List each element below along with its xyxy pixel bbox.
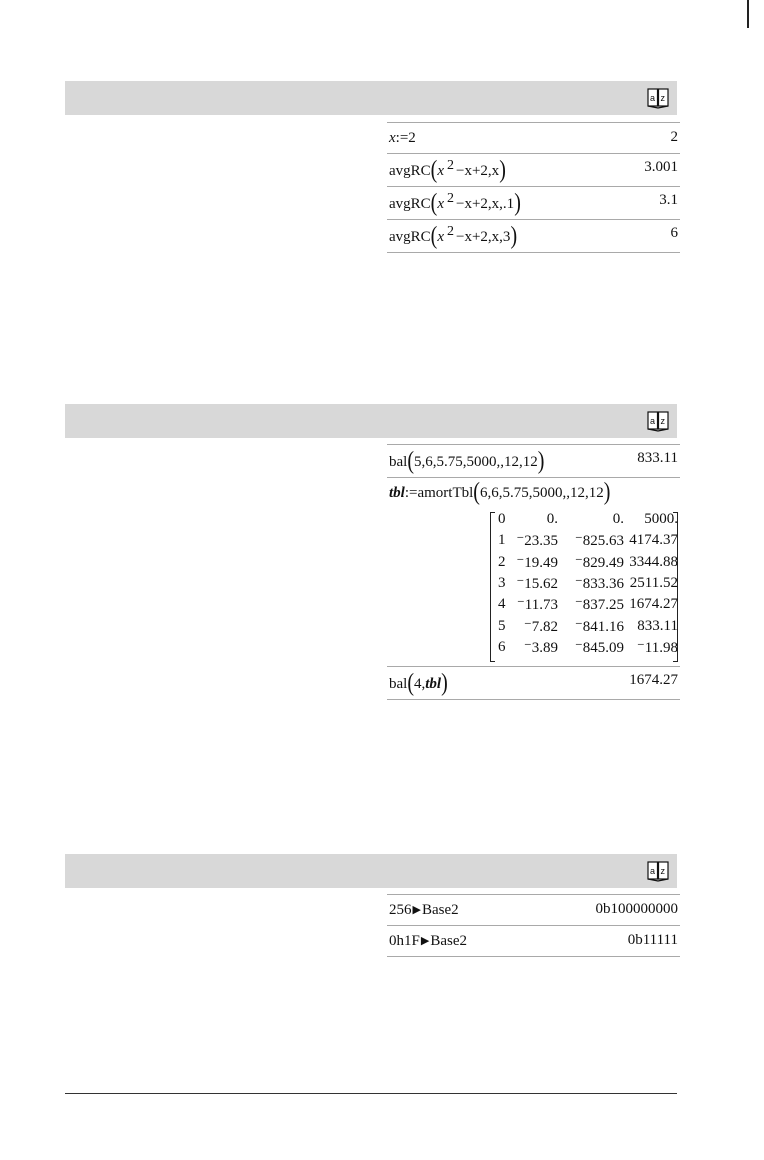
matrix-cell: 1674.27 (629, 596, 678, 613)
result-value: 6 (670, 225, 678, 241)
expr-variable: tbl (425, 676, 442, 692)
matrix-cell: ⁻837.25 (574, 597, 624, 614)
matrix-row (496, 509, 678, 530)
history-row: bal(4,tbl) 1674.27 (387, 666, 680, 700)
section-header-band (65, 81, 677, 115)
history-row: bal(5,6,5.75,5000,,12,12) 833.11 (387, 444, 680, 477)
history-row: avgRC(x 2 −x+2,x,3) 6 (387, 219, 680, 253)
expr-variable: x (389, 130, 396, 146)
expr-left: 0h1F (389, 933, 420, 949)
result-matrix (490, 512, 678, 662)
crop-mark (747, 0, 749, 28)
calculator-history-avgrc (387, 122, 680, 253)
matrix-cell: 2511.52 (629, 575, 678, 592)
calculator-history-base2 (387, 894, 680, 957)
matrix-row (496, 615, 678, 636)
matrix-cell: 1 (498, 532, 506, 549)
matrix-cell: 3344.88 (629, 553, 678, 570)
svg-text:a: a (650, 866, 656, 876)
matrix-cell: ⁻11.73 (516, 597, 558, 614)
svg-text:z: z (660, 93, 665, 103)
convert-arrow-icon: ▶ (420, 935, 430, 947)
result-value: 0b100000000 (595, 901, 678, 917)
calculator-history-bal (387, 444, 680, 700)
matrix-cell: 4 (498, 596, 506, 613)
matrix-cell: ⁻845.09 (574, 639, 624, 656)
history-row: avgRC(x 2 −x+2,x,.1) 3.1 (387, 186, 680, 219)
result-value: 1674.27 (629, 672, 678, 688)
exponent: 2 (447, 191, 455, 206)
expr-args: −x+2,x (456, 163, 500, 179)
matrix-cell: 0 (498, 511, 506, 528)
matrix-cell: 0. (546, 511, 558, 528)
matrix-table (496, 509, 678, 658)
svg-text:a: a (650, 93, 656, 103)
matrix-bracket-left (490, 512, 495, 662)
result-value: 833.11 (637, 450, 678, 466)
history-row (387, 925, 680, 957)
matrix-cell: ⁻11.98 (636, 639, 678, 656)
matrix-cell: 2 (498, 553, 506, 570)
matrix-cell: ⁻15.62 (516, 576, 558, 593)
expr-variable: tbl (389, 485, 405, 501)
matrix-row (496, 594, 678, 615)
expr-args: −x+2,x,3 (456, 229, 511, 245)
amort-expression: tbl:=amortTbl(6,6,5.75,5000,,12,12) (389, 478, 611, 506)
matrix-cell: ⁻3.89 (523, 639, 558, 656)
matrix-cell: ⁻825.63 (574, 533, 624, 550)
exponent: 2 (447, 158, 455, 173)
matrix-cell: 3 (498, 575, 506, 592)
matrix-cell: ⁻833.36 (574, 576, 624, 593)
section-header-band (65, 404, 677, 438)
expr-args: 5,6,5.75,5000,,12,12 (414, 454, 538, 470)
result-value: 0b11111 (627, 932, 678, 948)
history-row: avgRC(x 2 −x+2,x) 3.001 (387, 153, 680, 186)
exponent: 2 (447, 224, 455, 239)
svg-text:a: a (650, 416, 656, 426)
expr-left: 256 (389, 902, 412, 918)
function-name: avgRC (389, 196, 431, 212)
matrix-row (496, 530, 678, 551)
function-name: avgRC (389, 229, 431, 245)
catalog-book-icon (647, 410, 669, 432)
history-row (387, 122, 680, 153)
result-value: 3.001 (644, 159, 678, 175)
expr-args: −x+2,x,.1 (456, 196, 515, 212)
matrix-cell: 0. (612, 511, 624, 528)
result-value: 3.1 (659, 192, 678, 208)
matrix-cell: 833.11 (637, 617, 678, 634)
svg-text:z: z (660, 416, 665, 426)
expr-args: 6,6,5.75,5000,,12,12 (479, 485, 604, 501)
matrix-cell: ⁻841.16 (574, 618, 624, 635)
matrix-cell: ⁻7.82 (523, 618, 558, 635)
expr-text: :=2 (395, 130, 416, 146)
expr-right: Base2 (421, 902, 459, 918)
expr-args: 4, (414, 676, 426, 692)
matrix-cell: ⁻23.35 (516, 533, 558, 550)
matrix-cell: ⁻829.49 (574, 554, 624, 571)
matrix-cell: 5000. (644, 511, 678, 528)
result-value: 2 (670, 129, 678, 145)
matrix-cell: 4174.37 (629, 532, 678, 549)
matrix-row (496, 637, 678, 658)
footer-rule (65, 1093, 677, 1094)
catalog-book-icon (647, 860, 669, 882)
function-name: bal (389, 454, 408, 470)
history-row-matrix (387, 477, 680, 666)
function-name: :=amortTbl (404, 485, 474, 501)
svg-text:z: z (660, 866, 665, 876)
matrix-row (496, 552, 678, 573)
matrix-cell: ⁻19.49 (516, 554, 558, 571)
matrix-cell: 5 (498, 617, 506, 634)
expr-right: Base2 (430, 933, 467, 949)
function-name: avgRC (389, 163, 431, 179)
matrix-cell: 6 (498, 638, 506, 655)
matrix-row (496, 573, 678, 594)
history-row (387, 894, 680, 925)
catalog-book-icon (647, 87, 669, 109)
function-name: bal (389, 676, 408, 692)
convert-arrow-icon: ▶ (412, 904, 421, 916)
section-header-band (65, 854, 677, 888)
